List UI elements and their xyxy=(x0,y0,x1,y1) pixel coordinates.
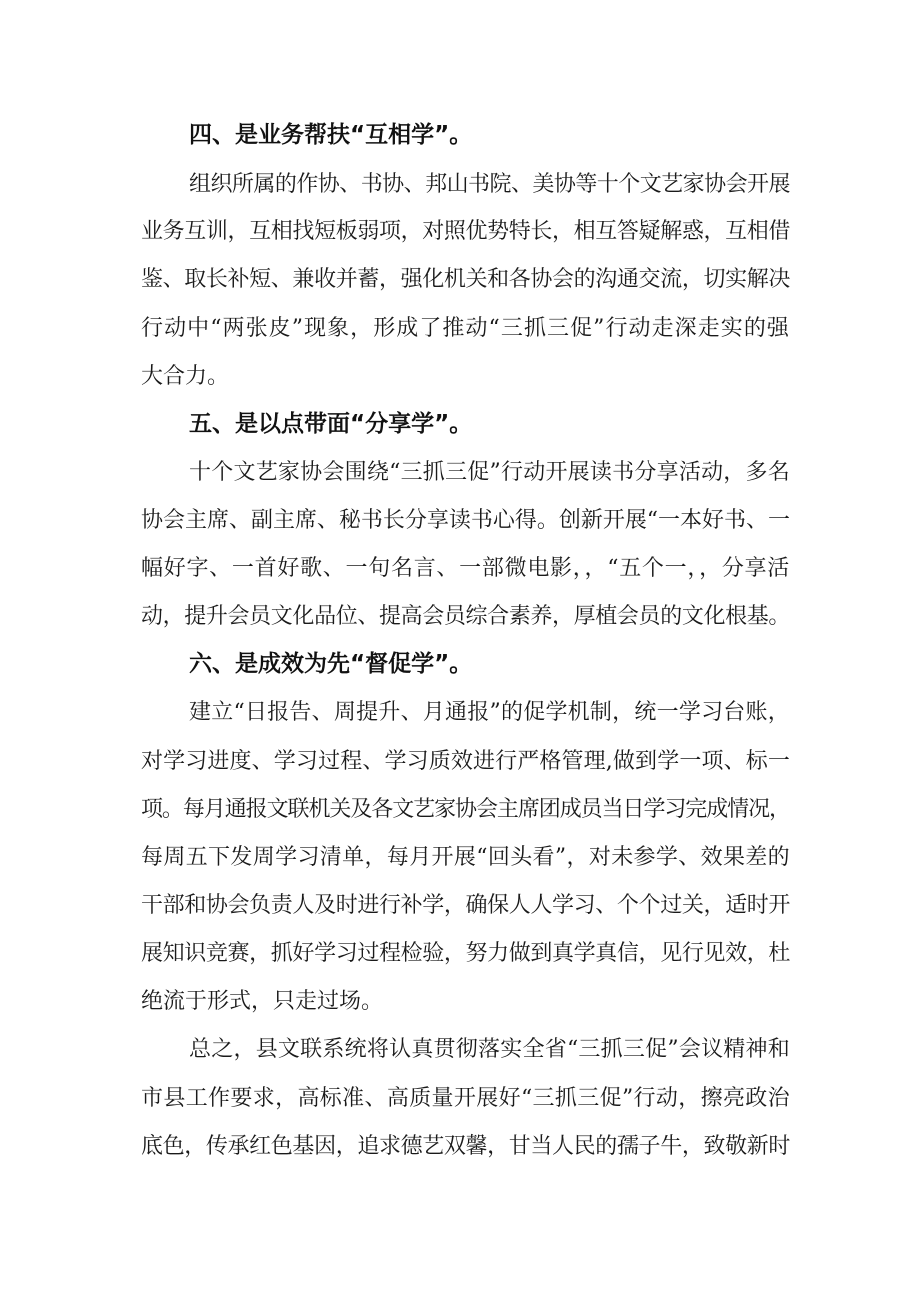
section-6-line-6: 展知识竞赛，抓好学习过程检验，努力做到真学真信，见行见效，杜 xyxy=(141,941,790,966)
section-6-line-3: 项。每月通报文联机关及各文艺家协会主席团成员当日学习完成情况， xyxy=(141,797,790,822)
section-6-line-1: 建立“日报告、周提升、月通报”的促学机制，统一学习台账， xyxy=(189,700,790,725)
section-6-heading: 六、是成效为先“督促学”。 xyxy=(189,651,473,677)
section-4-line-2: 业务互训，互相找短板弱项，对照优势特长，相互答疑解惑，互相借 xyxy=(141,219,790,244)
conclusion-line-3: 底色，传承红色基因，追求德艺双馨，甘当人民的孺子牛，致敬新时 xyxy=(141,1134,790,1159)
section-6-line-4: 每周五下发周学习清单，每月开展“回头看”，对未参学、效果差的 xyxy=(141,845,790,870)
section-5-line-1: 十个文艺家协会围绕“三抓三促”行动开展读书分享活动，多名 xyxy=(189,460,790,485)
section-6-line-5: 干部和协会负责人及时进行补学，确保人人学习、个个过关，适时开 xyxy=(141,893,790,918)
section-4-heading: 四、是业务帮扶“互相学”。 xyxy=(189,122,473,148)
conclusion-line-2: 市县工作要求，高标准、高质量开展好“三抓三促”行动，擦亮政治 xyxy=(141,1086,790,1111)
section-5-line-2: 协会主席、副主席、秘书长分享读书心得。创新开展“一本好书、一 xyxy=(141,508,790,533)
section-4-line-1: 组织所属的作协、书协、邦山书院、美协等十个文艺家协会开展 xyxy=(189,172,790,197)
section-4-line-4: 行动中“两张皮”现象，形成了推动“三抓三促”行动走深走实的强 xyxy=(141,316,790,341)
section-5-line-3: 幅好字、一首好歌、一句名言、一部微电影，，“五个一，，分享活 xyxy=(141,556,790,581)
section-4-line-3: 鉴、取长补短、兼收并蓄，强化机关和各协会的沟通交流，切实解决 xyxy=(141,267,790,292)
section-4-line-5: 大合力。 xyxy=(141,364,230,389)
section-5-heading: 五、是以点带面“分享学”。 xyxy=(189,411,473,437)
section-5-line-4: 动，提升会员文化品位、提高会员综合素养，厚植会员的文化根基。 xyxy=(141,604,790,629)
conclusion-line-1: 总之，县文联系统将认真贯彻落实全省“三抓三促”会议精神和 xyxy=(189,1037,790,1062)
section-6-line-2: 对学习进度、学习过程、学习质效进行严格管理,做到学一项、标一 xyxy=(141,749,790,774)
section-6-line-7: 绝流于形式，只走过场。 xyxy=(141,989,384,1014)
